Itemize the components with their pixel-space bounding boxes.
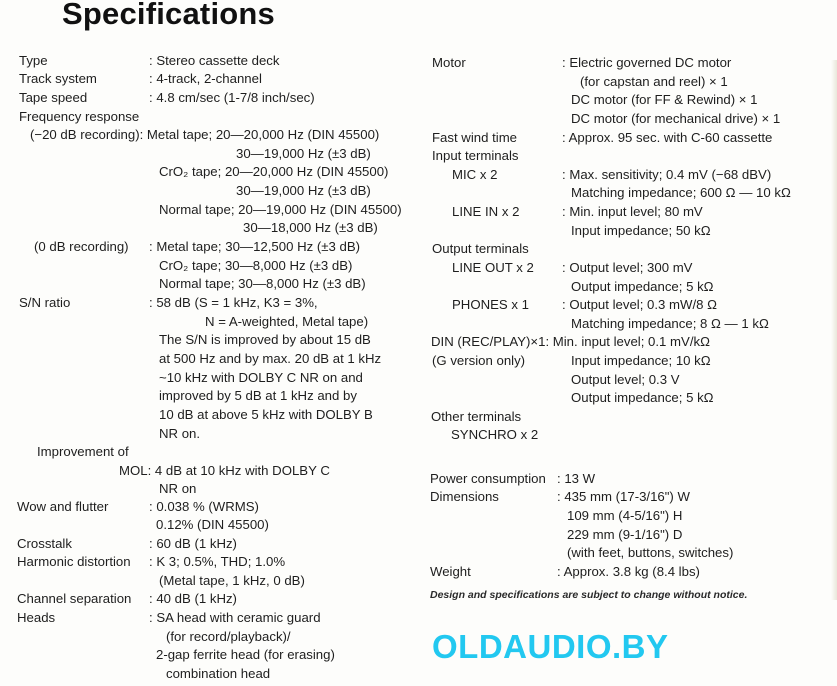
spec-value: : 435 mm (17-3/16") W (557, 489, 690, 504)
spec-label: LINE OUT x 2 (452, 260, 534, 275)
spec-label: (0 dB recording) (34, 239, 129, 254)
watermark: OLDAUDIO.BY (432, 628, 669, 665)
spec-value: : Electric governed DC motor (562, 55, 732, 70)
spec-value: 229 mm (9-1/16") D (567, 527, 683, 542)
spec-label: MIC x 2 (452, 167, 498, 182)
spec-value: : Max. sensitivity; 0.4 mV (−68 dBV) (562, 167, 772, 182)
spec-value: The S/N is improved by about 15 dB (159, 332, 371, 347)
spec-value: Normal tape; 30—8,000 Hz (±3 dB) (159, 276, 366, 291)
spec-label: Channel separation (17, 591, 132, 606)
spec-value: 30—19,000 Hz (±3 dB) (236, 146, 371, 161)
spec-label: PHONES x 1 (452, 297, 529, 312)
disclaimer-note: Design and specifications are subject to change without notice. (430, 589, 748, 601)
spec-label: Other terminals (431, 409, 522, 424)
spec-label: Heads (17, 610, 56, 625)
spec-label: (G version only) (432, 353, 526, 368)
spec-value: : 4.8 cm/sec (1-7/8 inch/sec) (149, 90, 315, 105)
spec-label: LINE IN x 2 (452, 204, 520, 219)
spec-value: Input impedance; 10 kΩ (571, 353, 711, 368)
spec-value: 109 mm (4-5/16") H (567, 508, 683, 523)
spec-value: : Metal tape; 30—12,500 Hz (±3 dB) (149, 239, 361, 254)
spec-value: improved by 5 dB at 1 kHz and by (159, 388, 357, 403)
spec-value: : Approx. 3.8 kg (8.4 lbs) (557, 564, 700, 579)
spec-value: 10 dB at above 5 kHz with DOLBY B (159, 407, 373, 422)
spec-label: DIN (REC/PLAY)×1: Min. input level; 0.1 mV/kΩ (431, 334, 710, 349)
spec-value: NR on. (159, 426, 201, 441)
page-title: Specifications (62, 0, 275, 31)
spec-value: CrO₂ tape; 20—20,000 Hz (DIN 45500) (159, 164, 389, 179)
spec-label: Type (19, 53, 48, 68)
spec-value: Output level; 0.3 V (571, 372, 680, 387)
spec-value: (with feet, buttons, switches) (567, 545, 734, 560)
spec-value: : SA head with ceramic guard (149, 610, 321, 625)
spec-label: Harmonic distortion (17, 554, 131, 569)
spec-value: : 4-track, 2-channel (149, 71, 262, 86)
spec-value: (for capstan and reel) × 1 (580, 74, 728, 89)
spec-value: : Output level; 300 mV (562, 260, 693, 275)
spec-value: (Metal tape, 1 kHz, 0 dB) (159, 573, 305, 588)
spec-value: : Approx. 95 sec. with C-60 cassette (562, 130, 773, 145)
spec-label: Power consumption (430, 471, 546, 486)
spec-label: Frequency response (19, 109, 140, 124)
spec-value: CrO₂ tape; 30—8,000 Hz (±3 dB) (159, 258, 353, 273)
spec-value: (for record/playback)/ (166, 629, 291, 644)
spec-value: 30—18,000 Hz (±3 dB) (243, 220, 378, 235)
spec-value: Input impedance; 50 kΩ (571, 223, 711, 238)
spec-value: combination head (166, 666, 271, 681)
spec-value: : 60 dB (1 kHz) (149, 536, 237, 551)
spec-label: Motor (432, 55, 466, 70)
spec-label: Crosstalk (17, 536, 72, 551)
spec-value: N = A-weighted, Metal tape) (205, 314, 369, 329)
spec-value: Matching impedance; 600 Ω — 10 kΩ (571, 185, 791, 200)
spec-value: Output impedance; 5 kΩ (571, 390, 714, 405)
spec-value: DC motor (for mechanical drive) × 1 (571, 111, 781, 126)
spec-value: Normal tape; 20—19,000 Hz (DIN 45500) (159, 202, 402, 217)
spec-label: SYNCHRO x 2 (451, 427, 539, 442)
spec-value: DC motor (for FF & Rewind) × 1 (571, 92, 758, 107)
spec-value: : Stereo cassette deck (149, 53, 280, 68)
spec-value: : Output level; 0.3 mW/8 Ω (562, 297, 717, 312)
spec-value: 0.12% (DIN 45500) (156, 517, 269, 532)
spec-value: (−20 dB recording): Metal tape; 20—20,000 Hz (DIN 45500) (30, 127, 380, 142)
spec-value: at 500 Hz and by max. 20 dB at 1 kHz (159, 351, 382, 366)
spec-value: Output impedance; 5 kΩ (571, 279, 714, 294)
spec-value: : 0.038 % (WRMS) (149, 499, 259, 514)
spec-value: 2-gap ferrite head (for erasing) (156, 647, 335, 662)
spec-value: : K 3; 0.5%, THD; 1.0% (149, 554, 286, 569)
spec-label: Output terminals (432, 241, 529, 256)
spec-label: Track system (19, 71, 97, 86)
spec-value: Matching impedance; 8 Ω — 1 kΩ (571, 316, 769, 331)
spec-value: 30—19,000 Hz (±3 dB) (236, 183, 371, 198)
spec-label: S/N ratio (19, 295, 71, 310)
spec-label: Fast wind time (432, 130, 518, 145)
spec-value: : 58 dB (S = 1 kHz, K3 = 3%, (149, 295, 318, 310)
spec-label: Wow and flutter (17, 499, 109, 514)
spec-label: Weight (430, 564, 471, 579)
spec-label: Improvement of (37, 444, 129, 459)
spec-value: : 40 dB (1 kHz) (149, 591, 237, 606)
spec-value: MOL: 4 dB at 10 kHz with DOLBY C (119, 463, 330, 478)
spec-label: Dimensions (430, 489, 499, 504)
spec-value: : 13 W (557, 471, 596, 486)
spec-value: : Min. input level; 80 mV (562, 204, 703, 219)
spec-value: ~10 kHz with DOLBY C NR on and (159, 370, 363, 385)
spec-label: Tape speed (19, 90, 88, 105)
spec-label: Input terminals (432, 148, 519, 163)
spec-value: NR on (159, 481, 197, 496)
page-edge-shading (831, 60, 837, 600)
